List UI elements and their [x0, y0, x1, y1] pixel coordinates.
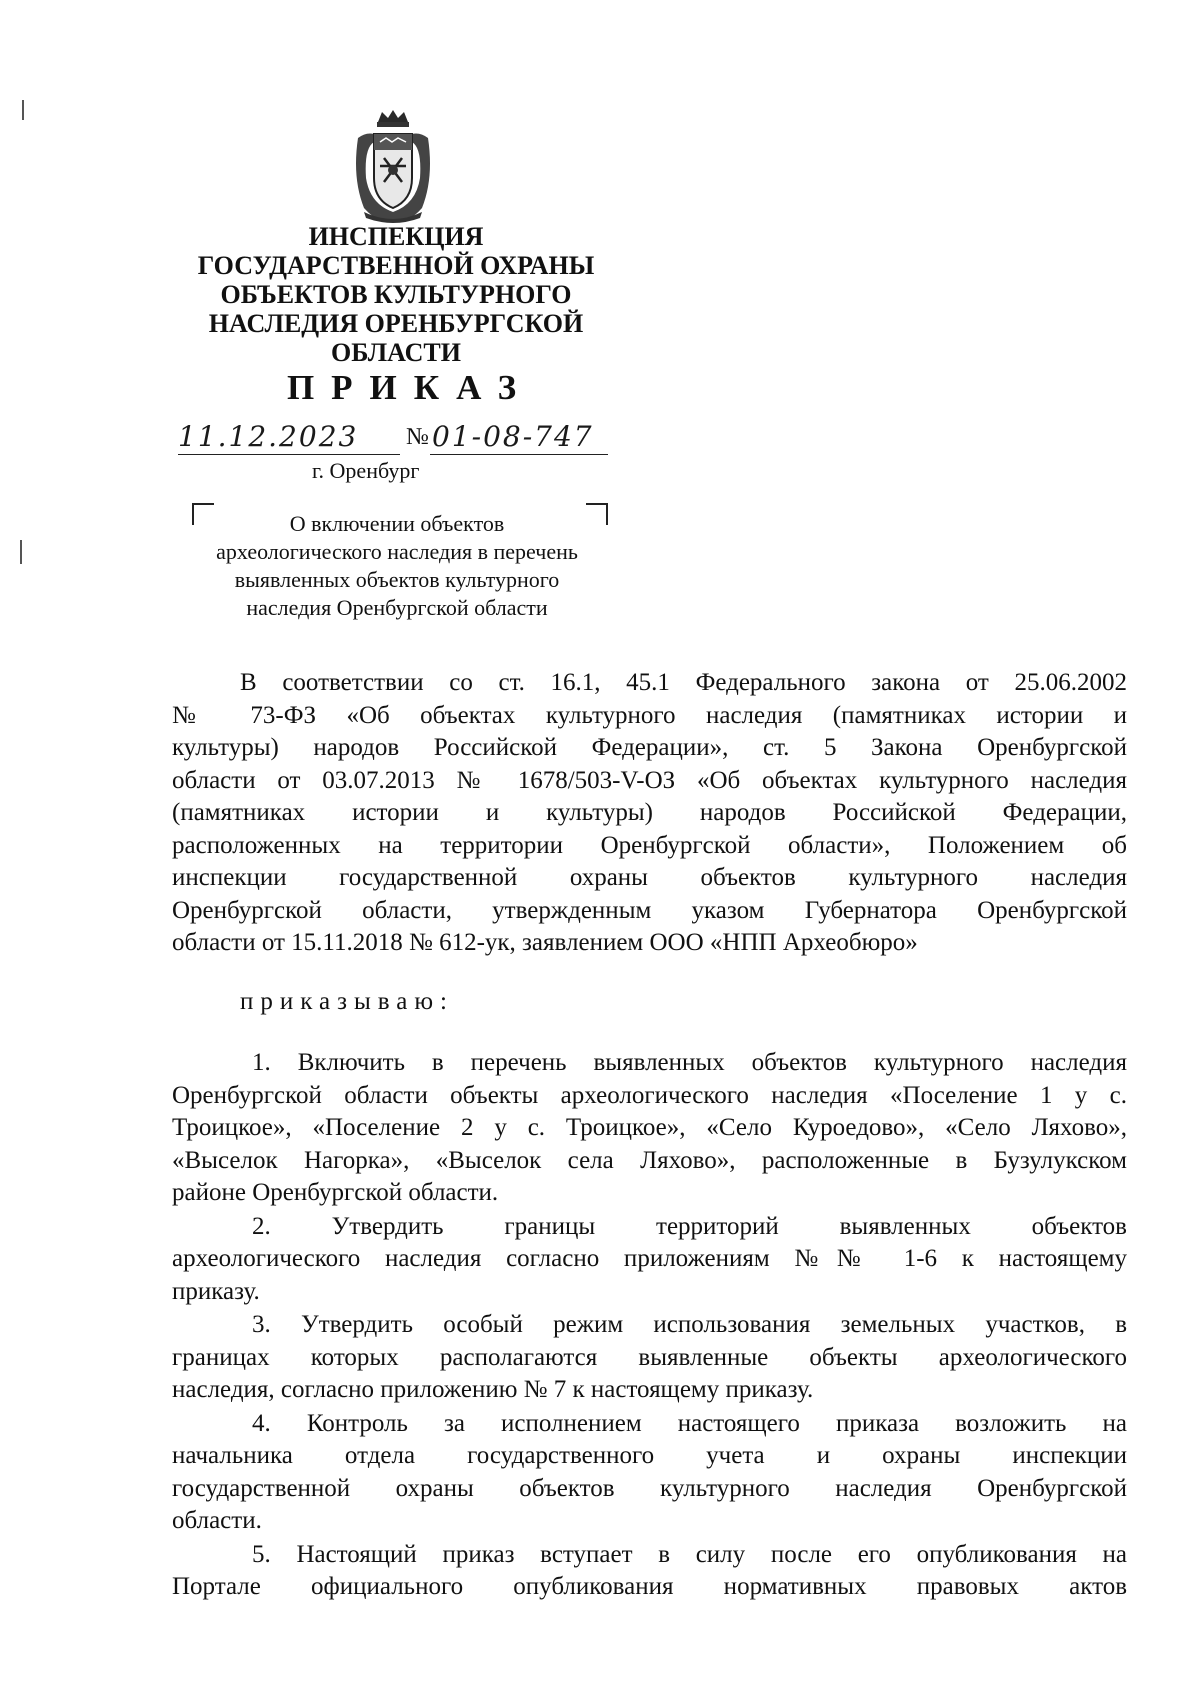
- text-line: Оренбургской области объекты археологического наследия «Поселение 1 у с.: [172, 1081, 1127, 1109]
- order-word: приказываю:: [240, 988, 454, 1015]
- text-line: 4. Контроль за исполнением настоящего приказа возложить на: [252, 1409, 1127, 1437]
- document-type-title: ПРИКАЗ: [286, 368, 534, 407]
- order-subject: [186, 510, 608, 622]
- order-item: [172, 1408, 1127, 1538]
- subject-line: археологического наследия в перечень: [216, 539, 578, 564]
- number-underline: [430, 454, 608, 455]
- text-line: «Выселок Нагорка», «Выселок села Ляхово», расположенные в Бузулукском: [172, 1146, 1127, 1174]
- date-number-line: [178, 420, 608, 460]
- text-line: 5. Настоящий приказ вступает в силу после его опубликования на: [252, 1540, 1127, 1568]
- handwritten-number: 01-08-747: [432, 420, 594, 453]
- text-line: области.: [172, 1507, 262, 1534]
- subject-line: выявленных объектов культурного: [234, 567, 560, 592]
- text-line: приказу.: [172, 1277, 260, 1305]
- preamble-paragraph: [172, 667, 1127, 960]
- text-line: № 73-ФЗ «Об объектах культурного наследия (памятниках истории и: [172, 701, 1127, 729]
- text-line: В соответствии со ст. 16.1, 45.1 Федерального закона от 25.06.2002: [240, 669, 1127, 696]
- organization-name-line: ОБЪЕКТОВ КУЛЬТУРНОГО: [220, 280, 572, 309]
- text-line: Оренбургской области, утвержденным указом Губернатора Оренбургской: [172, 896, 1127, 924]
- text-line: области от 15.11.2018 № 612-ук, заявлением ООО «НПП Археобюро»: [172, 929, 918, 956]
- text-line: наследия, согласно приложению № 7 к настоящему приказу.: [172, 1376, 814, 1403]
- text-line: области от 03.07.2013 № 1678/503-V-ОЗ «Об объектах культурного наследия: [172, 766, 1127, 794]
- text-line: (памятниках истории и культуры) народов Российской Федерации,: [172, 799, 1127, 826]
- handwritten-date: 11.12.2023: [178, 420, 359, 453]
- organization-name-line: ИНСПЕКЦИЯ: [308, 222, 484, 251]
- order-item: [172, 1211, 1127, 1309]
- date-underline: [178, 454, 400, 455]
- scan-margin-mark: [22, 100, 24, 120]
- order-items: [172, 1047, 1127, 1605]
- text-line: расположенных на территории Оренбургской области», Положением об: [172, 831, 1127, 859]
- order-item: [172, 1047, 1127, 1210]
- organization-name: [180, 222, 612, 367]
- organization-name-line: НАСЛЕДИЯ ОРЕНБУРГСКОЙ: [208, 309, 584, 338]
- text-line: государственной охраны объектов культурного наследия Оренбургской: [172, 1474, 1127, 1502]
- coat-of-arms-emblem: [350, 108, 436, 226]
- organization-name-line: ОБЛАСТИ: [331, 338, 461, 367]
- subject-line: наследия Оренбургской области: [246, 595, 548, 620]
- order-item: [172, 1309, 1127, 1407]
- text-line: Портале официального опубликования нормативных правовых актов: [172, 1573, 1127, 1600]
- text-line: Троицкое», «Поселение 2 у с. Троицкое», «Село Куроедово», «Село Ляхово»,: [172, 1114, 1127, 1141]
- organization-name-line: ГОСУДАРСТВЕННОЙ ОХРАНЫ: [197, 251, 595, 280]
- text-line: культуры) народов Российской Федерации», ст. 5 Закона Оренбургской: [172, 734, 1127, 761]
- text-line: границах которых располагаются выявленные объекты археологического: [172, 1343, 1127, 1371]
- text-line: начальника отдела государственного учета и охраны инспекции: [172, 1442, 1127, 1469]
- text-line: инспекции государственной охраны объектов культурного наследия: [172, 864, 1127, 891]
- text-line: 1. Включить в перечень выявленных объектов культурного наследия: [252, 1049, 1127, 1076]
- text-line: археологического наследия согласно приложениям №№ 1-6 к настоящему: [172, 1245, 1127, 1272]
- city-of-issue: г. Оренбург: [312, 458, 420, 483]
- number-sign: №: [406, 424, 429, 450]
- order-item: [172, 1539, 1127, 1604]
- text-line: районе Оренбургской области.: [172, 1179, 499, 1206]
- text-line: 2. Утвердить границы территорий выявленных объектов: [252, 1212, 1127, 1240]
- scan-margin-mark: [20, 540, 22, 564]
- subject-line: О включении объектов: [289, 511, 505, 536]
- text-line: 3. Утвердить особый режим использования земельных участков, в: [252, 1311, 1127, 1338]
